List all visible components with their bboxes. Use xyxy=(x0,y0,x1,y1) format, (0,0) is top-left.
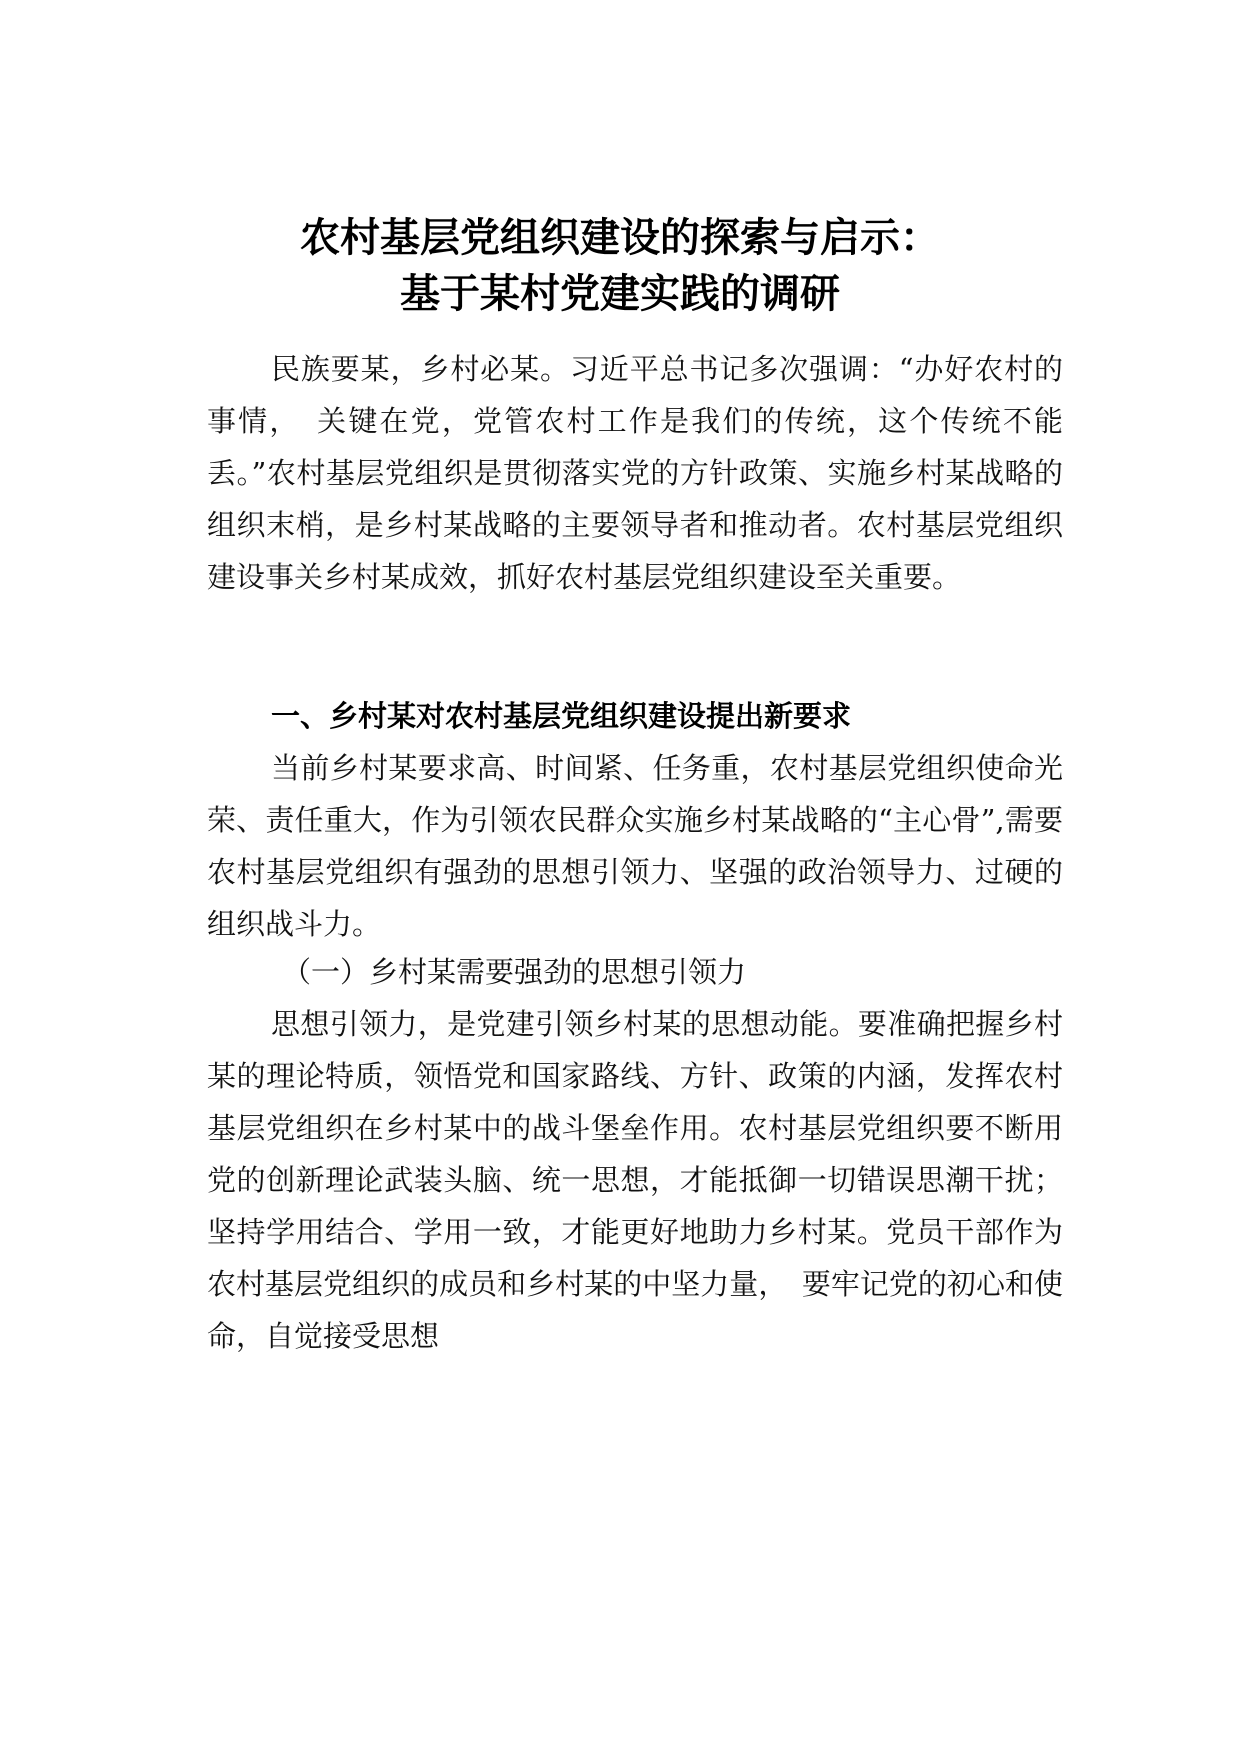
title-line-1: 农村基层党组织建设的探索与启示： xyxy=(300,215,940,261)
paragraph-subsection-1: 思想引领力，是党建引领乡村某的思想动能。要准确把握乡村某的理论特质，领悟党和国家路线、方针、政策的内涵，发挥农村基层党组织在乡村某中的战斗堡垒作用。农村基层党组织要不断用党的创新理论武装头脑、统一思想，才能抵御一切错误思潮干扰；坚持学用结合、学用一致，才能更好地助力乡村某。党员干部作为农村基层党组织的成员和乡村某的中坚力量， 要牢记党的初心和使命，自觉接受思想 xyxy=(207,1007,1063,1353)
paragraph-section-1: 当前乡村某要求高、时间紧、任务重，农村基层党组织使命光荣、责任重大，作为引领农民群众实施乡村某战略的“主心骨”,需要农村基层党组织有强劲的思想引领力、坚强的政治领导力、过硬的组织战斗力。 xyxy=(207,751,1063,941)
paragraph-intro: 民族要某，乡村必某。习近平总书记多次强调：“办好农村的事情， 关键在党，党管农村工作是我们的传统，这个传统不能丢。”农村基层党组织是贯彻落实党的方针政策、实施乡村某战略的组织末梢，是乡村某战略的主要领导者和推动者。农村基层党组织建设事关乡村某成效，抓好农村基层党组织建设至关重要。 xyxy=(207,352,1063,594)
document-title xyxy=(0,210,1240,322)
sub-heading-1: （一）乡村某需要强劲的思想引领力 xyxy=(282,955,747,989)
section-heading-1: 一、乡村某对农村基层党组织建设提出新要求 xyxy=(271,699,852,733)
title-line-2: 基于某村党建实践的调研 xyxy=(400,271,840,317)
